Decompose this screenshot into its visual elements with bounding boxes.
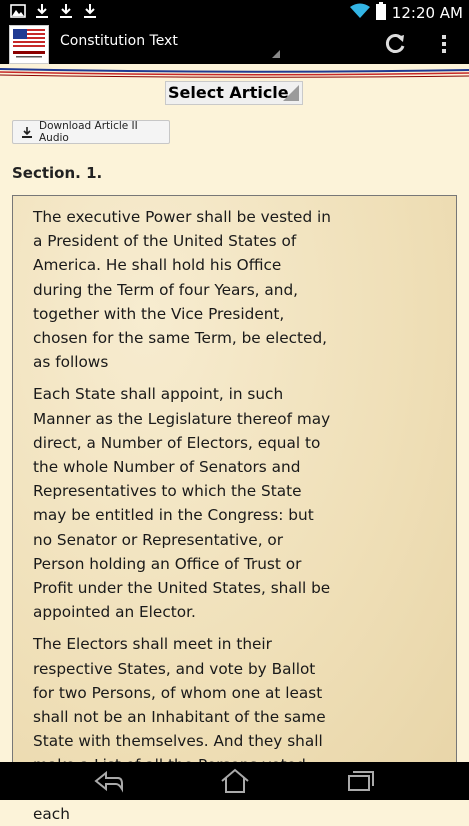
title-dropdown-indicator bbox=[272, 50, 280, 58]
download-icon bbox=[58, 3, 74, 19]
system-indicators bbox=[350, 2, 463, 24]
paragraph: The Electors shall meet in their respective States, and vote by Ballot for two Persons, of whom one at least shall not be an Inhabitant of the same State with themselves. And they shall each bbox=[33, 635, 326, 823]
overflow-menu-icon[interactable] bbox=[434, 32, 454, 56]
header-stripe-divider bbox=[0, 64, 469, 76]
recent-apps-icon[interactable] bbox=[345, 767, 377, 795]
section-title: Section. 1. bbox=[12, 164, 103, 182]
dropdown-arrow-icon bbox=[283, 85, 299, 101]
paragraph: Each State shall appoint, in such Manner as the Legislature thereof may direct, a Number of Electors, equal to the whole Number of Senators and Representatives to which the State may be entitled in the Congress: but no Senator or Representative, or Person holding an Office of Trust or Profit under the United States, shall be appointed an Elector. bbox=[33, 385, 331, 622]
battery-icon bbox=[376, 2, 386, 24]
app-logo[interactable] bbox=[9, 25, 49, 64]
download-icon bbox=[34, 3, 50, 19]
article-select[interactable] bbox=[165, 81, 303, 105]
clock: 12:20 AM bbox=[391, 4, 463, 22]
screen-title[interactable]: Constitution Text bbox=[60, 33, 178, 49]
wifi-icon bbox=[350, 3, 370, 23]
back-icon[interactable] bbox=[92, 767, 124, 795]
navigation-bar bbox=[0, 762, 469, 800]
download-icon bbox=[82, 3, 98, 19]
image-icon bbox=[10, 3, 26, 19]
refresh-icon[interactable] bbox=[382, 31, 408, 57]
download-audio-label: Download Article II Audio bbox=[39, 120, 138, 144]
notification-icons bbox=[10, 3, 98, 19]
article-text-panel[interactable] bbox=[12, 195, 457, 823]
download-audio-button[interactable] bbox=[12, 120, 170, 144]
home-icon[interactable] bbox=[219, 767, 251, 795]
article-select-label: Select Article bbox=[168, 83, 289, 102]
download-icon bbox=[22, 123, 32, 142]
status-bar bbox=[0, 0, 469, 24]
action-bar bbox=[0, 24, 469, 64]
paragraph: The executive Power shall be vested in a President of the United States of America. He shall hold his Office during the Term of four Years, and, together with the Vice President, chosen for the same Term, be elected, as follows bbox=[33, 208, 331, 372]
